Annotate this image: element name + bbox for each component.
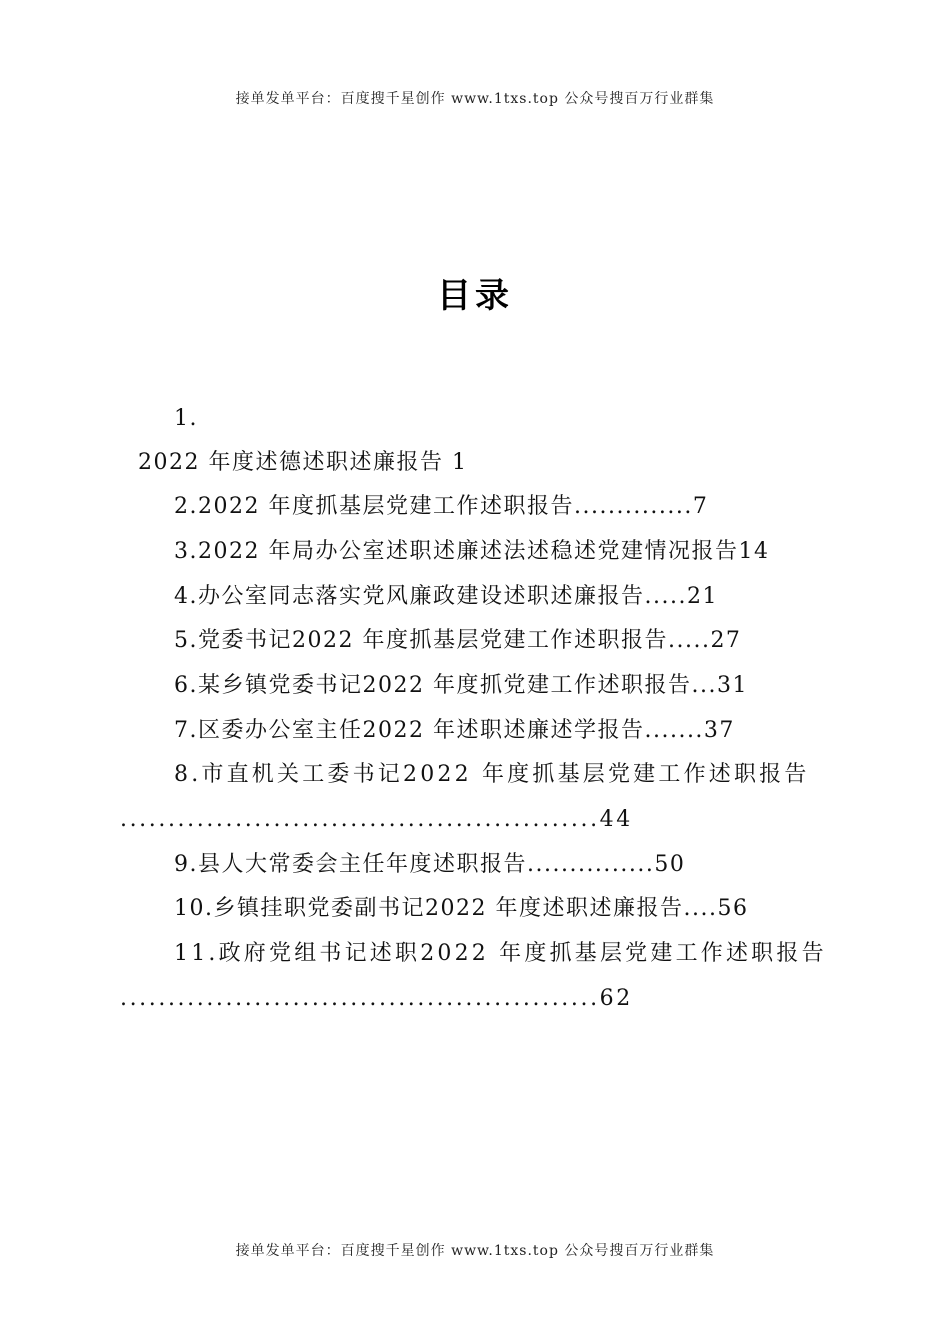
toc-item-5[interactable]: 5.党委书记2022 年度抓基层党建工作述职报告.....27 (174, 628, 742, 653)
page-title: 目录 (437, 276, 513, 316)
toc-item-8-page[interactable]: ..................................................44 (120, 807, 633, 832)
toc-item-3[interactable]: 3.2022 年局办公室述职述廉述法述稳述党建情况报告14 (174, 539, 770, 564)
toc-item-6[interactable]: 6.某乡镇党委书记2022 年度抓党建工作述职报告...31 (174, 673, 748, 698)
toc-item-1-number[interactable]: 1. (174, 406, 198, 431)
toc-item-7[interactable]: 7.区委办公室主任2022 年述职述廉述学报告.......37 (174, 718, 735, 743)
page-header: 接单发单平台：百度搜千星创作 www.1txs.top 公众号搜百万行业群集 (235, 91, 715, 107)
toc-item-1[interactable]: 2022 年度述德述职述廉报告 1 (138, 450, 468, 475)
page-footer: 接单发单平台：百度搜千星创作 www.1txs.top 公众号搜百万行业群集 (235, 1243, 715, 1259)
toc-item-10[interactable]: 10.乡镇挂职党委副书记2022 年度述职述廉报告....56 (174, 896, 749, 921)
toc-item-11[interactable]: 11.政府党组书记述职2022 年度抓基层党建工作述职报告 (174, 941, 827, 966)
toc-item-8[interactable]: 8.市直机关工委书记2022 年度抓基层党建工作述职报告 (174, 762, 810, 787)
toc-item-2[interactable]: 2.2022 年度抓基层党建工作述职报告..............7 (174, 494, 709, 519)
toc-item-9[interactable]: 9.县人大常委会主任年度述职报告...............50 (174, 852, 686, 877)
toc-item-4[interactable]: 4.办公室同志落实党风廉政建设述职述廉报告.....21 (174, 584, 718, 609)
toc-item-11-page[interactable]: ..................................................62 (120, 986, 633, 1011)
